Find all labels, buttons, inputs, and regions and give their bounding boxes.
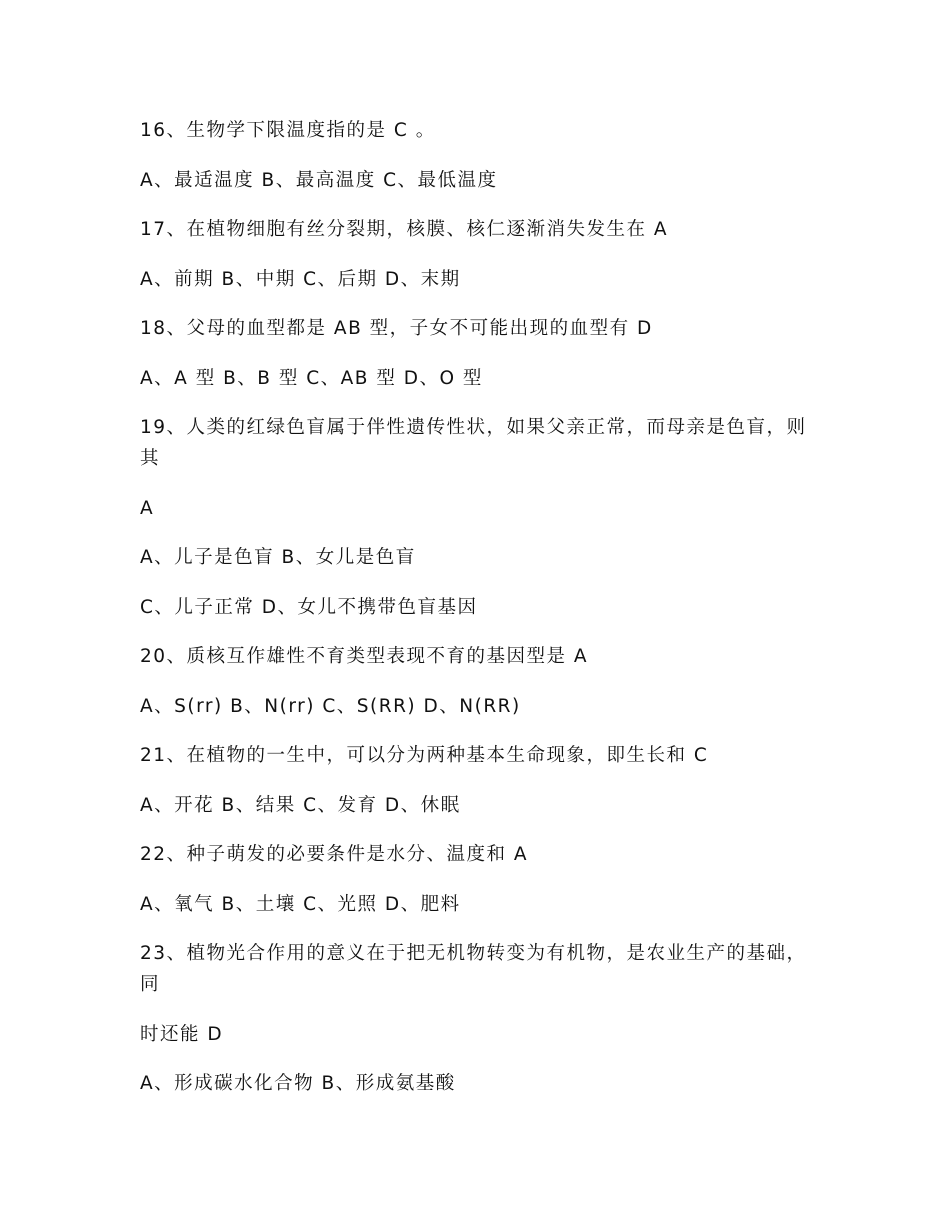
question-16: 16、生物学下限温度指的是 C 。 bbox=[140, 120, 436, 141]
question-21-options: A、开花 B、结果 C、发育 D、休眠 bbox=[140, 794, 461, 816]
question-23-options: A、形成碳水化合物 B、形成氨基酸 bbox=[140, 1073, 456, 1094]
question-16-options: A、最适温度 B、最高温度 C、最低温度 bbox=[140, 169, 498, 191]
question-21: 21、在植物的一生中，可以分为两种基本生命现象，即生长和 C bbox=[140, 745, 709, 766]
question-19-options-cd: C、儿子正常 D、女儿不携带色盲基因 bbox=[140, 596, 478, 618]
question-17: 17、在植物细胞有丝分裂期，核膜、核仁逐渐消失发生在 A bbox=[140, 219, 669, 240]
document-body bbox=[140, 115, 820, 1118]
question-22: 22、种子萌发的必要条件是水分、温度和 A bbox=[140, 844, 529, 865]
question-19-answer: A bbox=[140, 497, 155, 519]
question-23-continuation: 时还能 D bbox=[140, 1023, 224, 1045]
question-17-options: A、前期 B、中期 C、后期 D、末期 bbox=[140, 268, 461, 290]
question-20: 20、质核互作雄性不育类型表现不育的基因型是 A bbox=[140, 646, 589, 667]
question-18-options: A、A 型 B、B 型 C、AB 型 D、O 型 bbox=[140, 367, 483, 389]
question-23: 23、植物光合作用的意义在于把无机物转变为有机物，是农业生产的基础，同 bbox=[140, 943, 807, 995]
question-19: 19、人类的红绿色盲属于伴性遗传性状，如果父亲正常，而母亲是色盲，则其 bbox=[140, 417, 807, 469]
question-19-options-ab: A、儿子是色盲 B、女儿是色盲 bbox=[140, 547, 416, 568]
question-20-options: A、S(rr) B、N(rr) C、S(RR) D、N(RR) bbox=[140, 695, 521, 717]
question-22-options: A、氧气 B、土壤 C、光照 D、肥料 bbox=[140, 893, 461, 915]
question-18: 18、父母的血型都是 AB 型，子女不可能出现的血型有 D bbox=[140, 318, 653, 339]
